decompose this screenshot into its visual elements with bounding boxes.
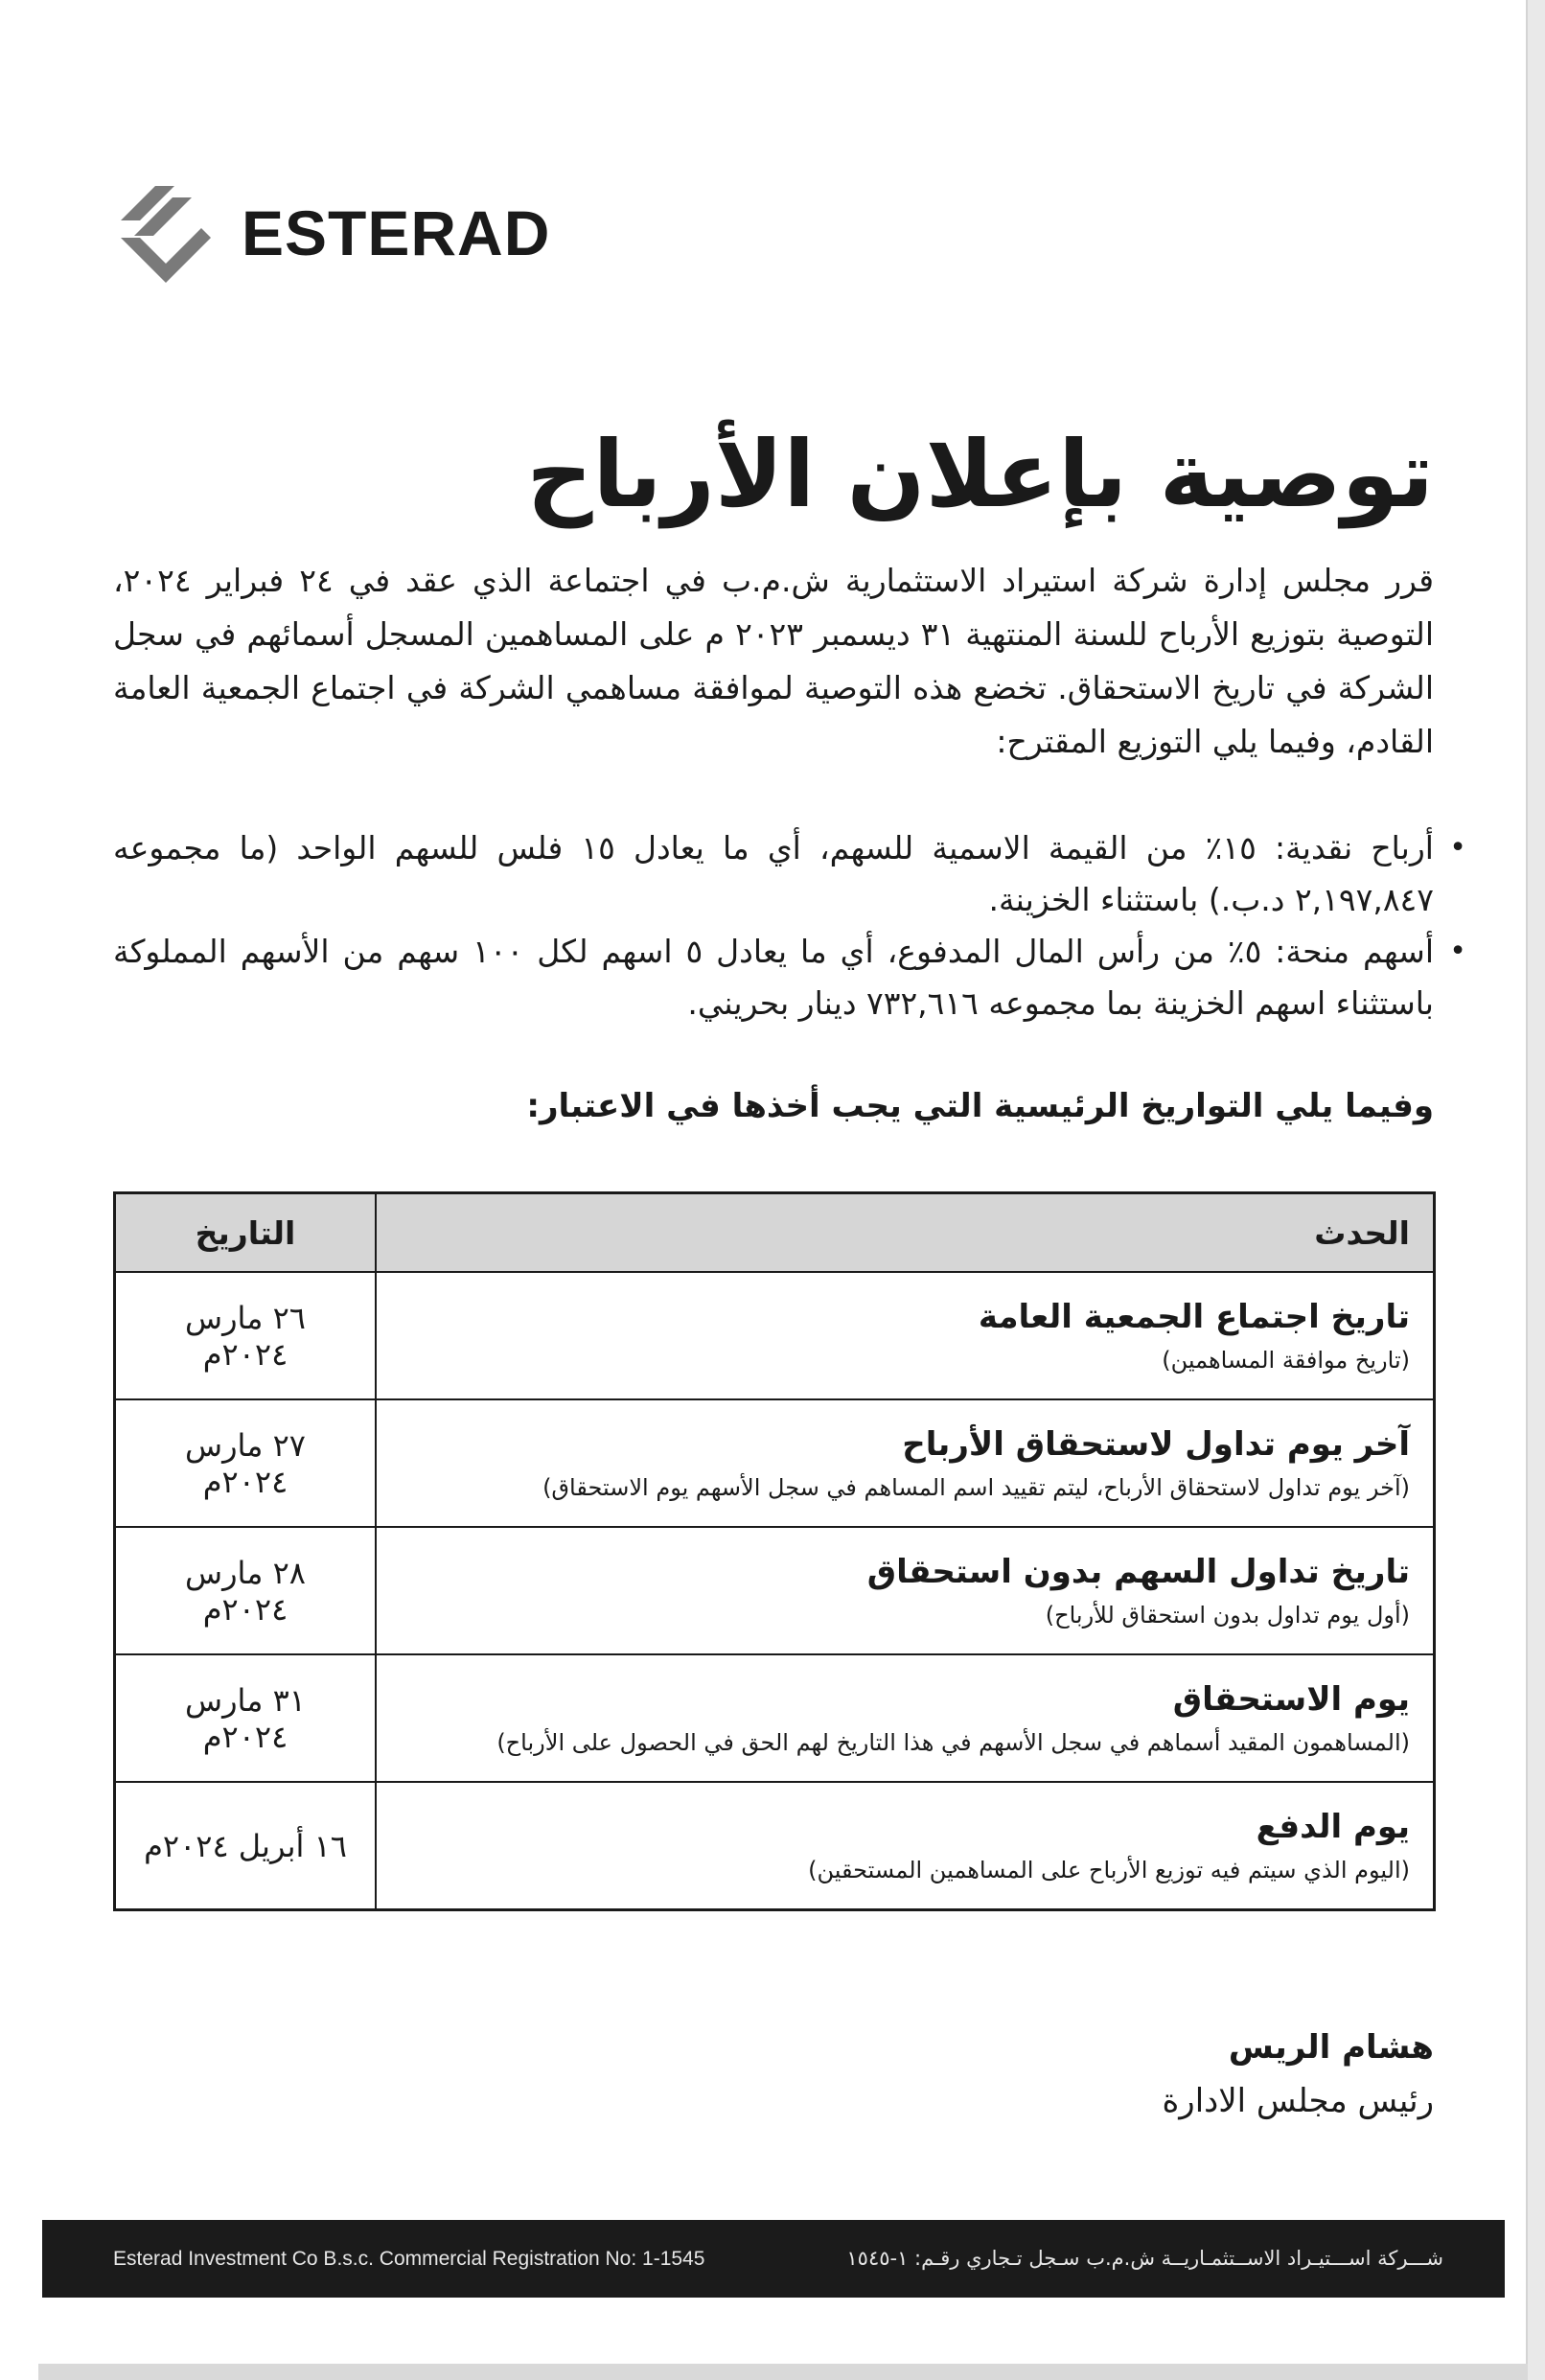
event-note: (تاريخ موافقة المساهمين) (1162, 1346, 1410, 1374)
event-title: تاريخ اجتماع الجمعية العامة (978, 1297, 1410, 1336)
date-cell: ٢٧ مارس ٢٠٢٤م (115, 1399, 377, 1527)
event-title: تاريخ تداول السهم بدون استحقاق (866, 1552, 1410, 1591)
event-cell (376, 1527, 1435, 1654)
footer-registration-ar: شـــركة اســـتيـراد الاســتثمـاريــة ش.م.ب سـجل تـجاري رقـم: ١-١٥٤٥ (846, 2247, 1443, 2270)
page-edge-right (1526, 0, 1545, 2380)
event-note: (أول يوم تداول بدون استحقاق للأرباح) (1045, 1601, 1410, 1629)
list-item-bonus-shares: • أسهم منحة: ٥٪ من رأس المال المدفوع، أي ما يعادل ٥ اسهم لكل ١٠٠ سهم من الأسهم المملوكة باستثناء اسهم الخزينة بما مجموعه ٧٣٢,٦١٦ دينار بحريني. (113, 926, 1434, 1029)
event-title: آخر يوم تداول لاستحقاق الأرباح (902, 1424, 1410, 1464)
date-cell: ٢٨ مارس ٢٠٢٤م (115, 1527, 377, 1654)
date-cell: ٢٦ مارس ٢٠٢٤م (115, 1272, 377, 1399)
footer-registration-en: Esterad Investment Co B.s.c. Commercial Registration No: 1-1545 (113, 2248, 705, 2270)
event-note: (آخر يوم تداول لاستحقاق الأرباح، ليتم تقييد اسم المساهم في سجل الأسهم يوم الاستحقاق) (542, 1473, 1410, 1501)
date-cell: ١٦ أبريل ٢٠٢٤م (115, 1782, 377, 1910)
signature-block (113, 2021, 1434, 2128)
key-dates-table (113, 1191, 1436, 1911)
table-row (115, 1654, 1435, 1782)
intro-paragraph: قرر مجلس إدارة شركة استيراد الاستثمارية ش.م.ب في اجتماعة الذي عقد في ٢٤ فبراير ٢٠٢٤، التوصية بتوزيع الأرباح للسنة المنتهية ٣١ ديسمبر ٢٠٢٣ م على المساهمين المسجل أسمائهم في سجل الشركة في تاريخ الاستحقاق. تخضع هذه التوصية لموافقة مساهمي الشركة في اجتماع الجمعية العامة القادم، وفيما يلي التوزيع المقترح: (113, 562, 1435, 760)
page-edge-bottom (38, 2364, 1528, 2380)
table-row (115, 1399, 1435, 1527)
key-dates-heading: وفيما يلي التواريخ الرئيسية التي يجب أخذها في الاعتبار: (526, 1087, 1434, 1125)
header-date: التاريخ (115, 1193, 377, 1273)
event-cell (376, 1654, 1435, 1782)
distribution-list (113, 822, 1468, 1029)
logo-wordmark: ESTERAD (242, 197, 551, 268)
table-header-row (115, 1193, 1435, 1273)
event-note: (اليوم الذي سيتم فيه توزيع الأرباح على المساهمين المستحقين) (808, 1856, 1410, 1883)
esterad-logo-icon (113, 180, 219, 286)
event-cell (376, 1782, 1435, 1910)
table-row (115, 1527, 1435, 1654)
event-cell (376, 1272, 1435, 1399)
page-title: توصية بإعلان الأرباح (526, 421, 1434, 528)
signatory-role: رئيس مجلس الادارة (1162, 2082, 1434, 2120)
table-row (115, 1272, 1435, 1399)
header-event: الحدث (376, 1193, 1435, 1273)
date-cell: ٣١ مارس ٢٠٢٤م (115, 1654, 377, 1782)
company-logo (113, 180, 550, 286)
signatory-name: هشام الريس (1228, 2028, 1434, 2067)
event-note: (المساهمون المقيد أسماهم في سجل الأسهم في هذا التاريخ لهم الحق في الحصول على الأرباح) (496, 1728, 1410, 1756)
event-title: يوم الاستحقاق (1172, 1679, 1410, 1719)
event-title: يوم الدفع (1256, 1807, 1410, 1846)
table-row (115, 1782, 1435, 1910)
event-cell (376, 1399, 1435, 1527)
footer-bar (42, 2220, 1505, 2298)
list-item-cash-dividend: • أرباح نقدية: ١٥٪ من القيمة الاسمية للسهم، أي ما يعادل ١٥ فلس للسهم الواحد (ما مجموعه ٢,١٩٧,٨٤٧ د.ب.) باستثناء الخزينة. (113, 822, 1434, 926)
